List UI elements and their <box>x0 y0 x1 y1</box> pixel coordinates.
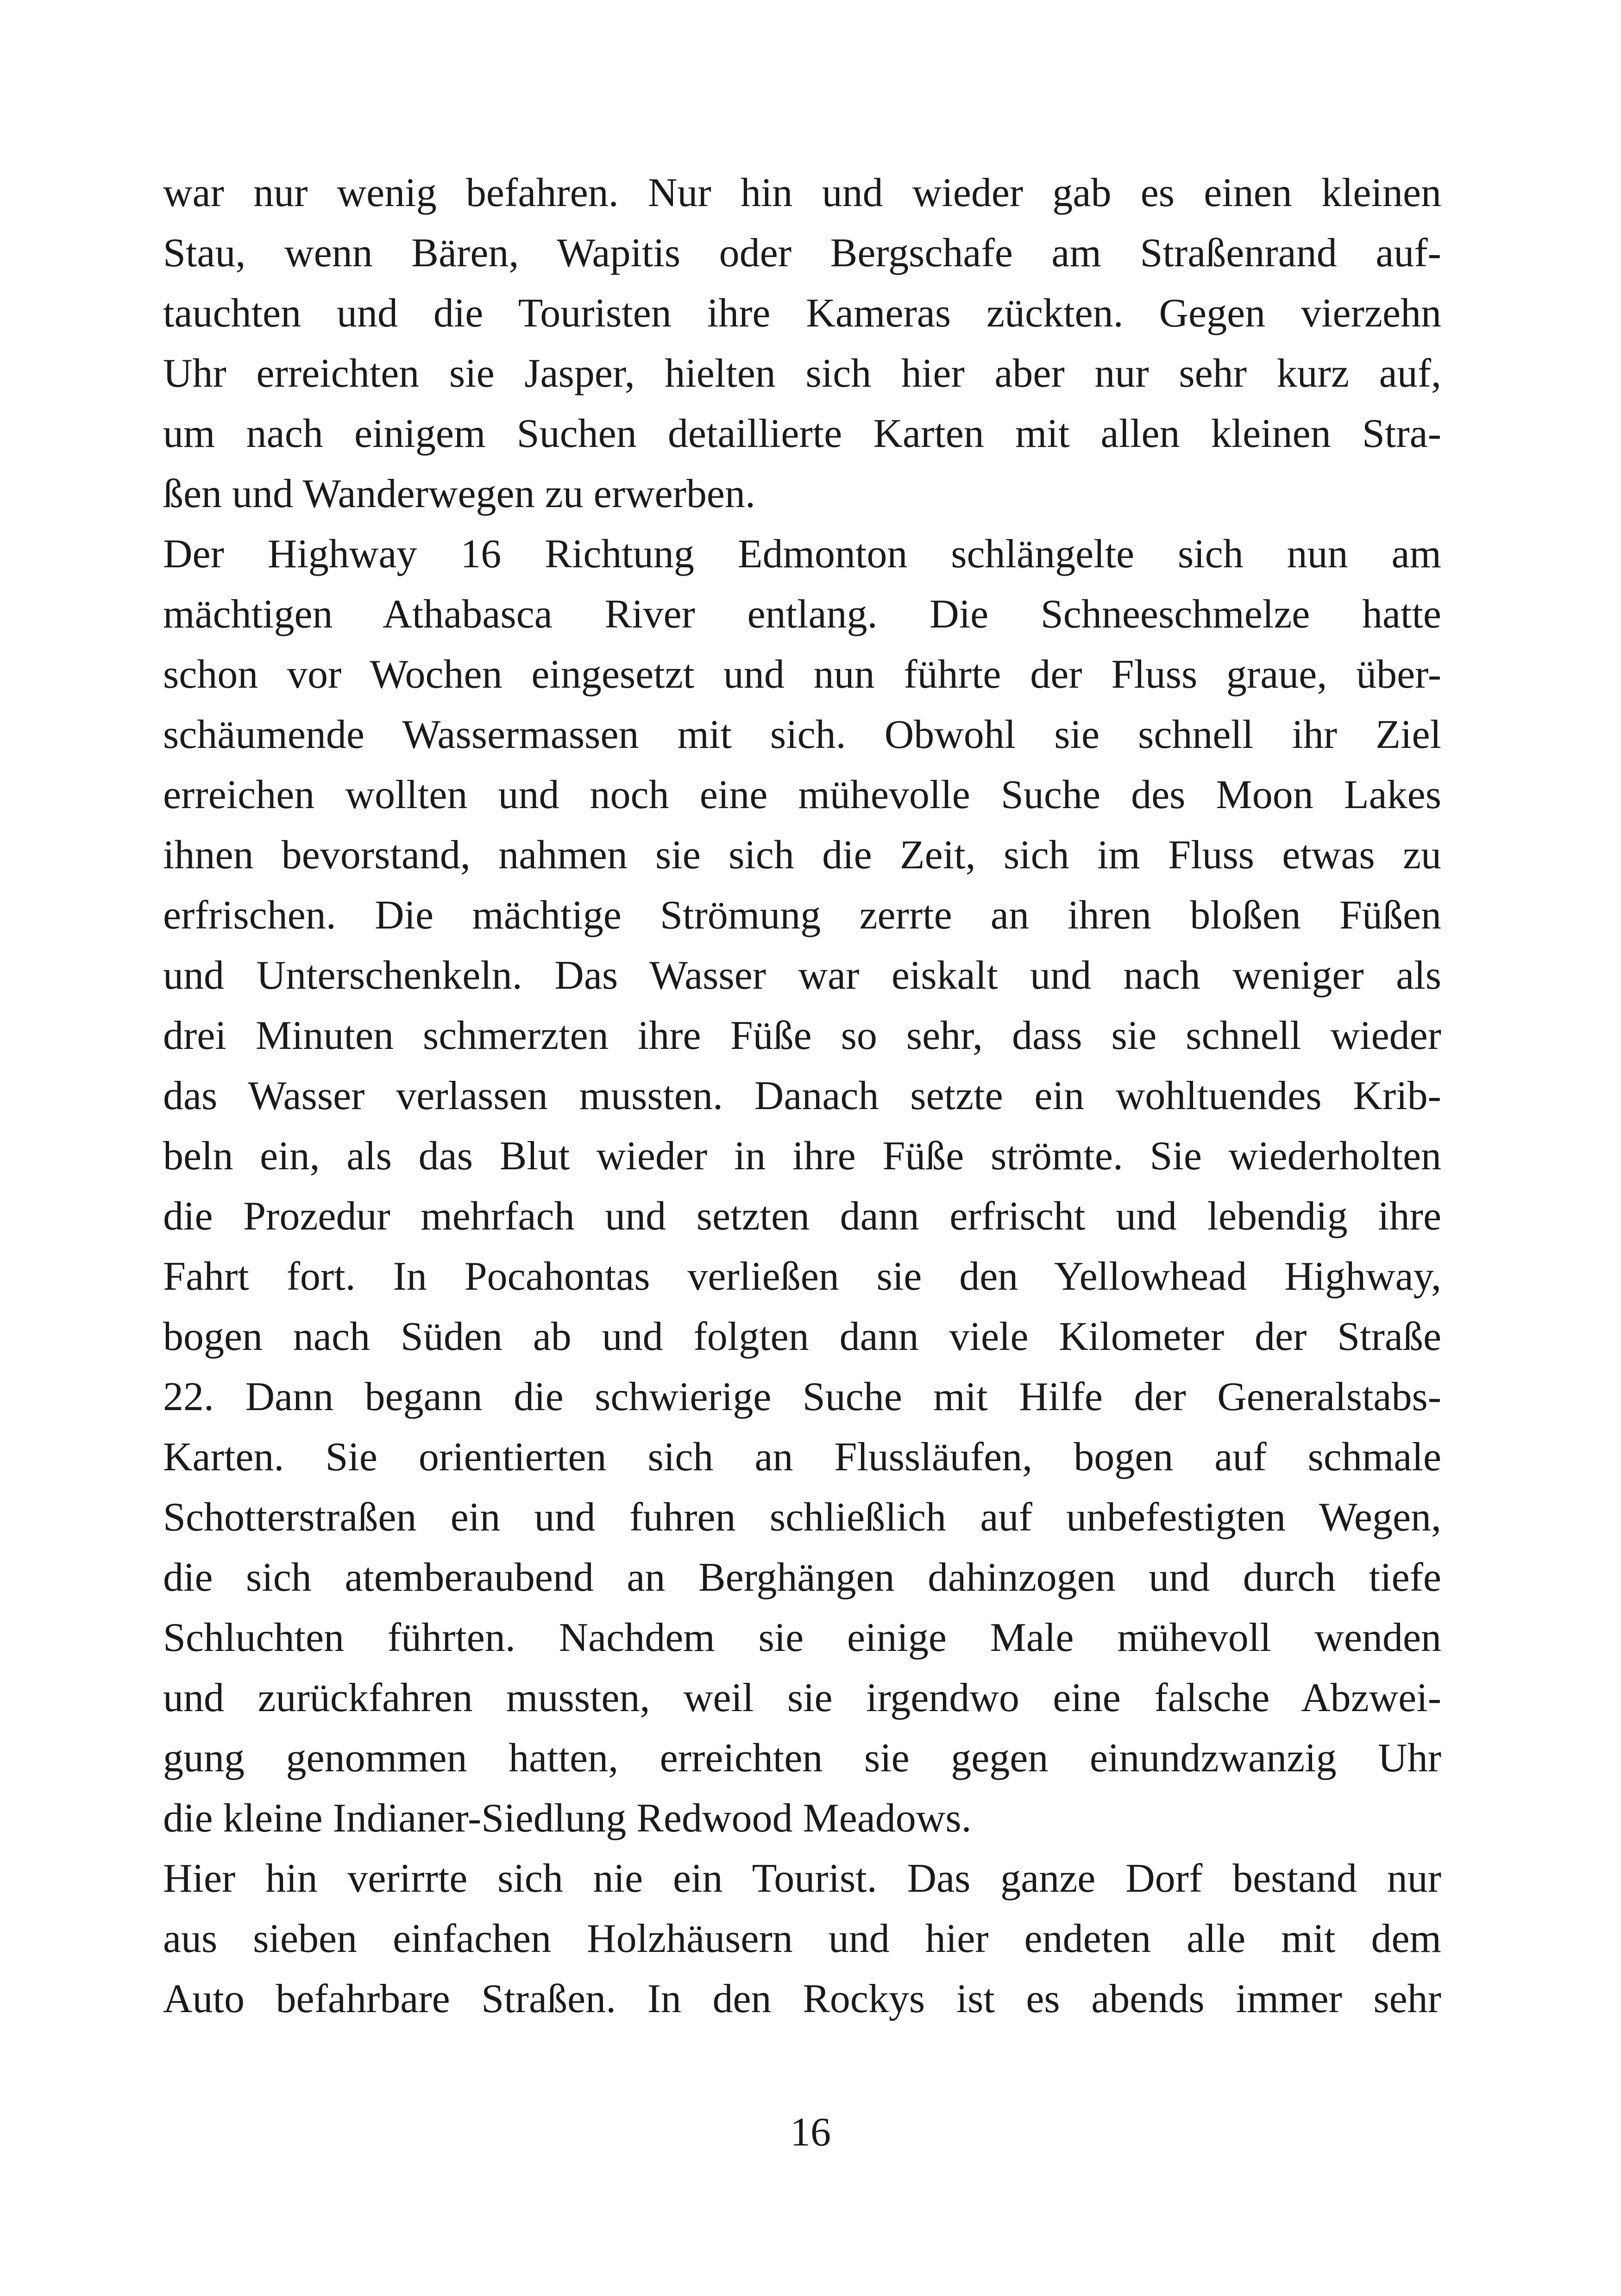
text-line: tauchten und die Touristen ihre Kameras zückten. Gegen vierzehn <box>163 291 1441 336</box>
text-line: die Prozedur mehrfach und setzten dann erfrischt und lebendig ihre <box>163 1194 1441 1239</box>
text-line: erreichen wollten und noch eine mühevolle Suche des Moon Lakes <box>163 772 1441 817</box>
text-line: ßen und Wanderwegen zu erwerben. <box>163 471 755 516</box>
paragraph <box>163 163 1441 524</box>
text-line: Schluchten führten. Nachdem sie einige Male mühevoll wenden <box>163 1615 1441 1660</box>
text-line: drei Minuten schmerzten ihre Füße so sehr, dass sie schnell wieder <box>163 1013 1441 1058</box>
paragraph <box>163 524 1441 1849</box>
text-line: und Unterschenkeln. Das Wasser war eiskalt und nach weniger als <box>163 953 1441 998</box>
text-line: und zurückfahren mussten, weil sie irgendwo eine falsche Abzwei- <box>163 1675 1441 1720</box>
text-line: die kleine Indianer-Siedlung Redwood Meadows. <box>163 1796 972 1841</box>
text-line: die sich atemberaubend an Berghängen dahinzogen und durch tiefe <box>163 1555 1441 1600</box>
text-line: mächtigen Athabasca River entlang. Die Schneeschmelze hatte <box>163 592 1441 637</box>
text-line: bogen nach Süden ab und folgten dann viele Kilometer der Straße <box>163 1314 1441 1359</box>
text-line: Uhr erreichten sie Jasper, hielten sich hier aber nur sehr kurz auf, <box>163 351 1441 396</box>
text-line: gung genommen hatten, erreichten sie gegen einundzwanzig Uhr <box>163 1736 1441 1781</box>
text-line: schon vor Wochen eingesetzt und nun führte der Fluss graue, über- <box>163 652 1441 697</box>
text-line: Auto befahrbare Straßen. In den Rockys ist es abends immer sehr <box>163 1976 1441 2021</box>
text-line: ihnen bevorstand, nahmen sie sich die Zeit, sich im Fluss etwas zu <box>163 833 1441 878</box>
text-line: das Wasser verlassen mussten. Danach setzte ein wohltuendes Krib- <box>163 1073 1441 1118</box>
text-line: schäumende Wassermassen mit sich. Obwohl sie schnell ihr Ziel <box>163 712 1441 757</box>
text-line: Der Highway 16 Richtung Edmonton schlängelte sich nun am <box>163 532 1441 577</box>
body-text <box>163 163 1441 2029</box>
paragraph <box>163 1849 1441 2029</box>
text-line: Schotterstraßen ein und fuhren schließlich auf unbefestigten Wegen, <box>163 1495 1441 1540</box>
text-line: erfrischen. Die mächtige Strömung zerrte an ihren bloßen Füßen <box>163 893 1441 938</box>
text-line: 22. Dann begann die schwierige Suche mit Hilfe der Generalstabs- <box>163 1374 1441 1419</box>
text-line: aus sieben einfachen Holzhäusern und hier endeten alle mit dem <box>163 1916 1441 1961</box>
text-line: beln ein, als das Blut wieder in ihre Füße strömte. Sie wiederholten <box>163 1134 1441 1179</box>
text-line: Hier hin verirrte sich nie ein Tourist. Das ganze Dorf bestand nur <box>163 1856 1441 1901</box>
page-number: 16 <box>790 2110 831 2155</box>
text-line: war nur wenig befahren. Nur hin und wieder gab es einen kleinen <box>163 170 1441 215</box>
text-line: Stau, wenn Bären, Wapitis oder Bergschafe am Straßenrand auf- <box>163 231 1441 276</box>
text-line: Fahrt fort. In Pocahontas verließen sie den Yellowhead Highway, <box>163 1254 1441 1299</box>
text-line: Karten. Sie orientierten sich an Flussläufen, bogen auf schmale <box>163 1435 1441 1480</box>
text-line: um nach einigem Suchen detaillierte Karten mit allen kleinen Stra- <box>163 411 1441 456</box>
